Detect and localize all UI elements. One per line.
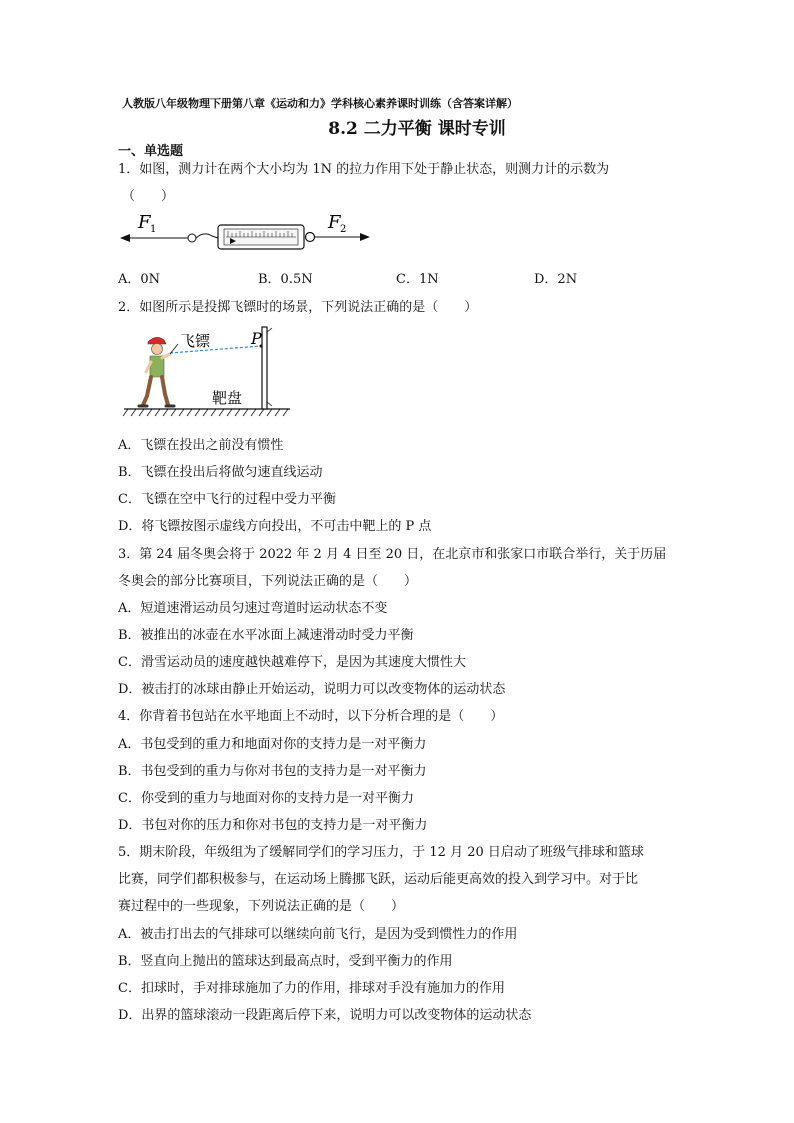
- question-1-option-b[interactable]: B．0.5N: [258, 272, 313, 287]
- hook-icon: [188, 234, 196, 242]
- question-3-option-b[interactable]: B．被推出的冰壶在水平冰面上减速滑动时受力平衡: [118, 628, 414, 643]
- question-4-stem: 4．你背着书包站在水平地面上不动时，以下分析合理的是（ ）: [118, 709, 504, 724]
- question-5-option-d[interactable]: D．出界的篮球滚动一段距离后停下来，说明力可以改变物体的运动状态: [118, 1008, 532, 1023]
- question-4-option-a[interactable]: A．书包受到的重力和地面对你的支持力是一对平衡力: [118, 737, 427, 752]
- question-2-option-a[interactable]: A．飞镖在投出之前没有惯性: [118, 438, 284, 453]
- question-2-option-b[interactable]: B．飞镖在投出后将做匀速直线运动: [118, 465, 323, 480]
- spring-scale-figure: [118, 208, 378, 254]
- ground-hatching: [123, 409, 288, 416]
- right-arrow-icon: [360, 233, 370, 241]
- question-5-stem-line-1: 5．期末阶段，年级组为了缓解同学们的学习压力，于 12 月 20 日启动了班级气排球和篮球: [118, 845, 644, 860]
- question-2-stem: 2．如图所示是投掷飞镖时的场景，下列说法正确的是（ ）: [118, 300, 478, 315]
- question-3-option-c[interactable]: C．滑雪运动员的速度越快越难停下，是因为其速度大惯性大: [118, 655, 466, 670]
- question-5-stem-line-2: 比赛，同学们都积极参与，在运动场上腾挪飞跃，运动后能更高效的投入到学习中。对于比: [118, 872, 639, 887]
- question-3-option-a[interactable]: A．短道速滑运动员匀速过弯道时运动状态不变: [118, 601, 388, 616]
- question-4-option-c[interactable]: C．你受到的重力与地面对你的支持力是一对平衡力: [118, 791, 414, 806]
- question-4-option-d[interactable]: D．书包对你的压力和你对书包的支持力是一对平衡力: [118, 818, 428, 833]
- question-1-stem-line-2: （ ）: [122, 189, 175, 204]
- question-1-option-a[interactable]: A．0N: [118, 272, 161, 287]
- target-board: [262, 327, 267, 409]
- question-4-option-b[interactable]: B．书包受到的重力与你对书包的支持力是一对平衡力: [118, 764, 427, 779]
- f2-subscript: 2: [340, 224, 347, 235]
- f2-label: F: [328, 212, 341, 233]
- question-5-option-a[interactable]: A．被击打出去的气排球可以继续向前飞行，是因为受到惯性力的作用: [118, 927, 518, 942]
- f1-subscript: 1: [150, 224, 157, 235]
- document-subtitle: 人教版八年级物理下册第八章《运动和力》学科核心素养课时训练（含答案详解）: [122, 97, 518, 110]
- target-label: 靶盘: [212, 389, 243, 407]
- section-heading: 一、单选题: [118, 144, 184, 159]
- dart-throw-figure: [120, 322, 295, 418]
- question-3-option-d[interactable]: D．被击打的冰球由静止开始运动，说明力可以改变物体的运动状态: [118, 682, 506, 697]
- question-5-option-b[interactable]: B．竖直向上抛出的篮球达到最高点时，受到平衡力的作用: [118, 954, 453, 969]
- question-5-option-c[interactable]: C．扣球时，手对排球施加了力的作用，排球对手没有施加力的作用: [118, 981, 505, 996]
- cap-icon: [148, 337, 166, 344]
- question-1-option-c[interactable]: C．1N: [396, 272, 439, 287]
- question-2-option-c[interactable]: C．飞镖在空中飞行的过程中受力平衡: [118, 492, 336, 507]
- question-3-stem-line-1: 3．第 24 届冬奥会将于 2022 年 2 月 4 日至 20 日，在北京市和张家口市联合举行，关于历届: [118, 547, 667, 562]
- point-p-label: P: [251, 329, 262, 348]
- question-5-stem-line-3: 赛过程中的一些现象，下列说法正确的是（ ）: [118, 899, 405, 914]
- question-2-option-d[interactable]: D．将飞镖按图示虚线方向投出，不可击中靶上的 P 点: [118, 519, 432, 534]
- document-title: 8.2 二力平衡 课时专训: [328, 119, 506, 139]
- left-arrow-icon: [120, 234, 130, 242]
- thrower-person: [139, 337, 174, 406]
- question-3-stem-line-2: 冬奥会的部分比赛项目，下列说法正确的是（ ）: [118, 574, 418, 589]
- dart-label: 飞镖: [180, 332, 211, 350]
- f1-label: F: [138, 212, 151, 233]
- ring-icon: [306, 233, 315, 242]
- question-1-option-d[interactable]: D．2N: [534, 272, 578, 287]
- question-1-stem-line-1: 1．如图，测力计在两个大小均为 1N 的拉力作用下处于静止状态，则测力计的示数为: [118, 162, 610, 177]
